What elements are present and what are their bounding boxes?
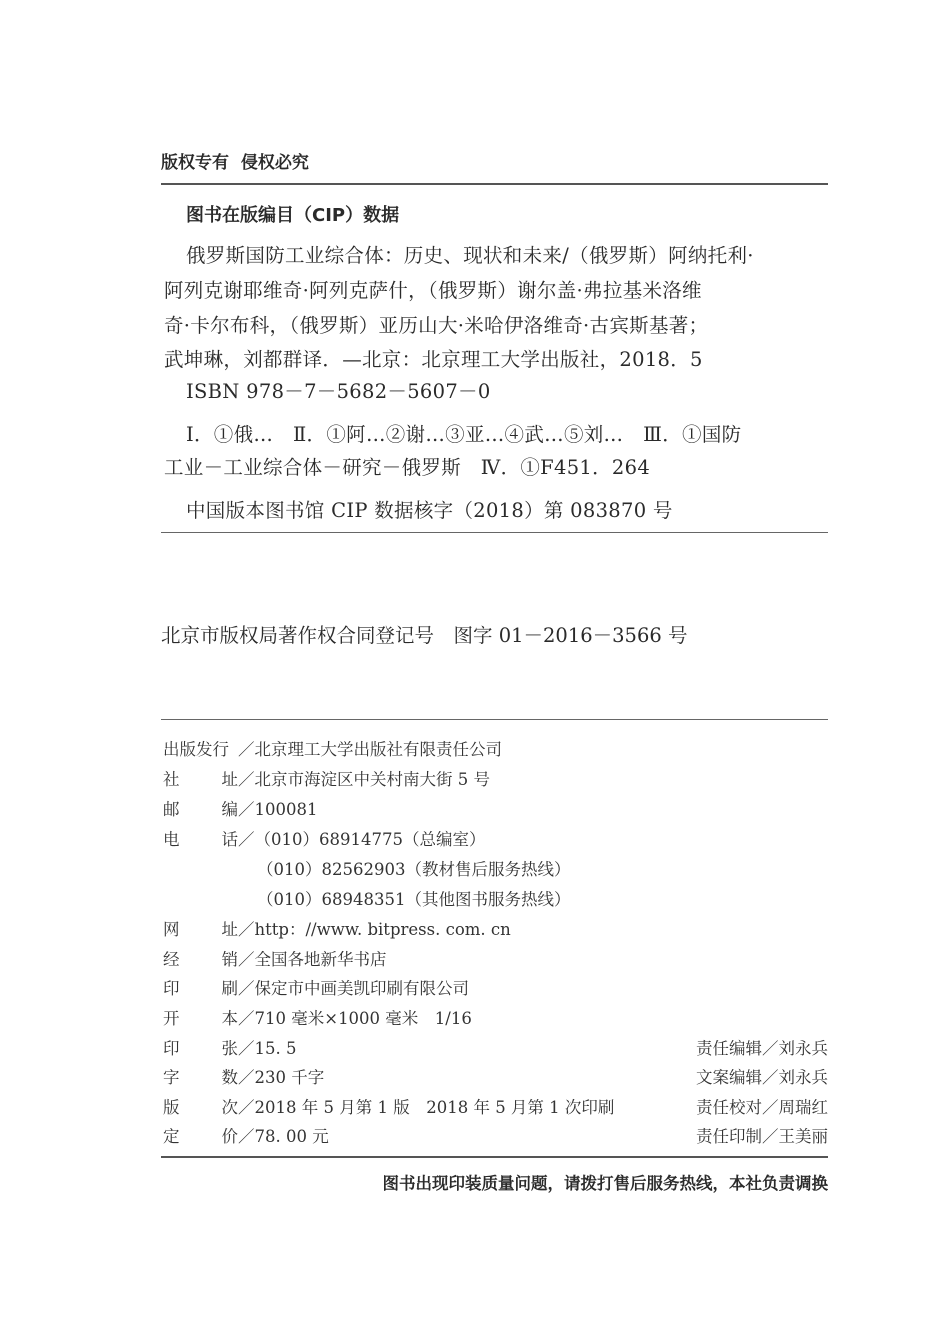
label-char: 版 bbox=[163, 1098, 180, 1117]
top-rule bbox=[161, 183, 828, 185]
label-char: 电 bbox=[163, 830, 180, 849]
quality-notice: 图书出现印装质量问题，请拨打售后服务热线，本社负责调换 bbox=[382, 1174, 828, 1193]
word-count-value: ／230 千字 bbox=[238, 1068, 325, 1087]
label-char: 址 bbox=[221, 770, 238, 789]
publisher-label: 出版发行 bbox=[163, 740, 229, 759]
label-char: 邮 bbox=[163, 800, 180, 819]
staff-copywriter: 文案编辑／刘永兵 bbox=[696, 1068, 828, 1087]
bottom-rule bbox=[161, 1156, 828, 1158]
price-value: ／78. 00 元 bbox=[238, 1127, 329, 1146]
label-char: 话 bbox=[221, 830, 238, 849]
cip-line: 奇·卡尔布科，（俄罗斯）亚历山大·米哈伊洛维奇·古宾斯基著； bbox=[164, 314, 709, 337]
label-char: 价 bbox=[221, 1127, 238, 1146]
isbn: ISBN 978－7－5682－5607－0 bbox=[186, 380, 491, 403]
label-char: 定 bbox=[163, 1127, 180, 1146]
cip-line: 阿列克谢耶维奇·阿列克萨什，（俄罗斯）谢尔盖·弗拉基米洛维 bbox=[164, 279, 702, 302]
cip-line: 武坤琳，刘都群译．—北京：北京理工大学出版社，2018．5 bbox=[164, 348, 703, 371]
website-value: ／http：//www. bitpress. com. cn bbox=[238, 920, 511, 939]
label-char: 次 bbox=[221, 1098, 238, 1117]
format-value: ／710 毫米×1000 毫米 1/16 bbox=[238, 1009, 472, 1028]
label-char: 数 bbox=[221, 1068, 238, 1087]
staff-proofreader: 责任校对／周瑞红 bbox=[696, 1098, 828, 1117]
label-char: 址 bbox=[221, 920, 238, 939]
phone-value: （010）82562903（教材售后服务热线） bbox=[257, 860, 571, 879]
classification-line: Ⅰ．①俄… Ⅱ．①阿…②谢…③亚…④武…⑤刘… Ⅲ．①国防 bbox=[186, 423, 742, 446]
label-char: 经 bbox=[163, 950, 180, 969]
sheets-value: ／15. 5 bbox=[238, 1039, 297, 1058]
publication-top-rule bbox=[161, 719, 828, 720]
copyright-notice: 版权专有 侵权必究 bbox=[161, 153, 309, 173]
address-value: ／北京市海淀区中关村南大街 5 号 bbox=[238, 770, 490, 789]
printer-value: ／保定市中画美凯印刷有限公司 bbox=[238, 979, 469, 998]
cip-heading: 图书在版编目（CIP）数据 bbox=[186, 205, 400, 226]
label-char: 印 bbox=[163, 1039, 180, 1058]
label-char: 印 bbox=[163, 979, 180, 998]
label-char: 刷 bbox=[221, 979, 238, 998]
edition-value: ／2018 年 5 月第 1 版 2018 年 5 月第 1 次印刷 bbox=[238, 1098, 615, 1117]
staff-editor: 责任编辑／刘永兵 bbox=[696, 1039, 828, 1058]
label-char: 张 bbox=[221, 1039, 238, 1058]
phone-value: （010）68948351（其他图书服务热线） bbox=[257, 890, 571, 909]
label-char: 销 bbox=[221, 950, 238, 969]
staff-print-supervisor: 责任印制／王美丽 bbox=[696, 1127, 828, 1146]
label-char: 社 bbox=[163, 770, 180, 789]
copyright-registration: 北京市版权局著作权合同登记号 图字 01－2016－3566 号 bbox=[161, 624, 688, 647]
cip-number: 中国版本图书馆 CIP 数据核字（2018）第 083870 号 bbox=[186, 499, 673, 522]
phone-value: ／（010）68914775（总编室） bbox=[238, 830, 486, 849]
postcode-value: ／100081 bbox=[238, 800, 318, 819]
distributor-value: ／全国各地新华书店 bbox=[238, 950, 387, 969]
label-char: 开 bbox=[163, 1009, 180, 1028]
cip-line: 俄罗斯国防工业综合体：历史、现状和未来/（俄罗斯）阿纳托利· bbox=[186, 244, 754, 267]
cip-bottom-rule bbox=[161, 532, 828, 533]
label-char: 网 bbox=[163, 920, 180, 939]
label-char: 本 bbox=[221, 1009, 238, 1028]
label-char: 编 bbox=[221, 800, 238, 819]
classification-line: 工业－工业综合体－研究－俄罗斯 Ⅳ．①F451．264 bbox=[164, 456, 651, 479]
publisher-value: ／北京理工大学出版社有限责任公司 bbox=[238, 740, 502, 759]
label-char: 字 bbox=[163, 1068, 180, 1087]
